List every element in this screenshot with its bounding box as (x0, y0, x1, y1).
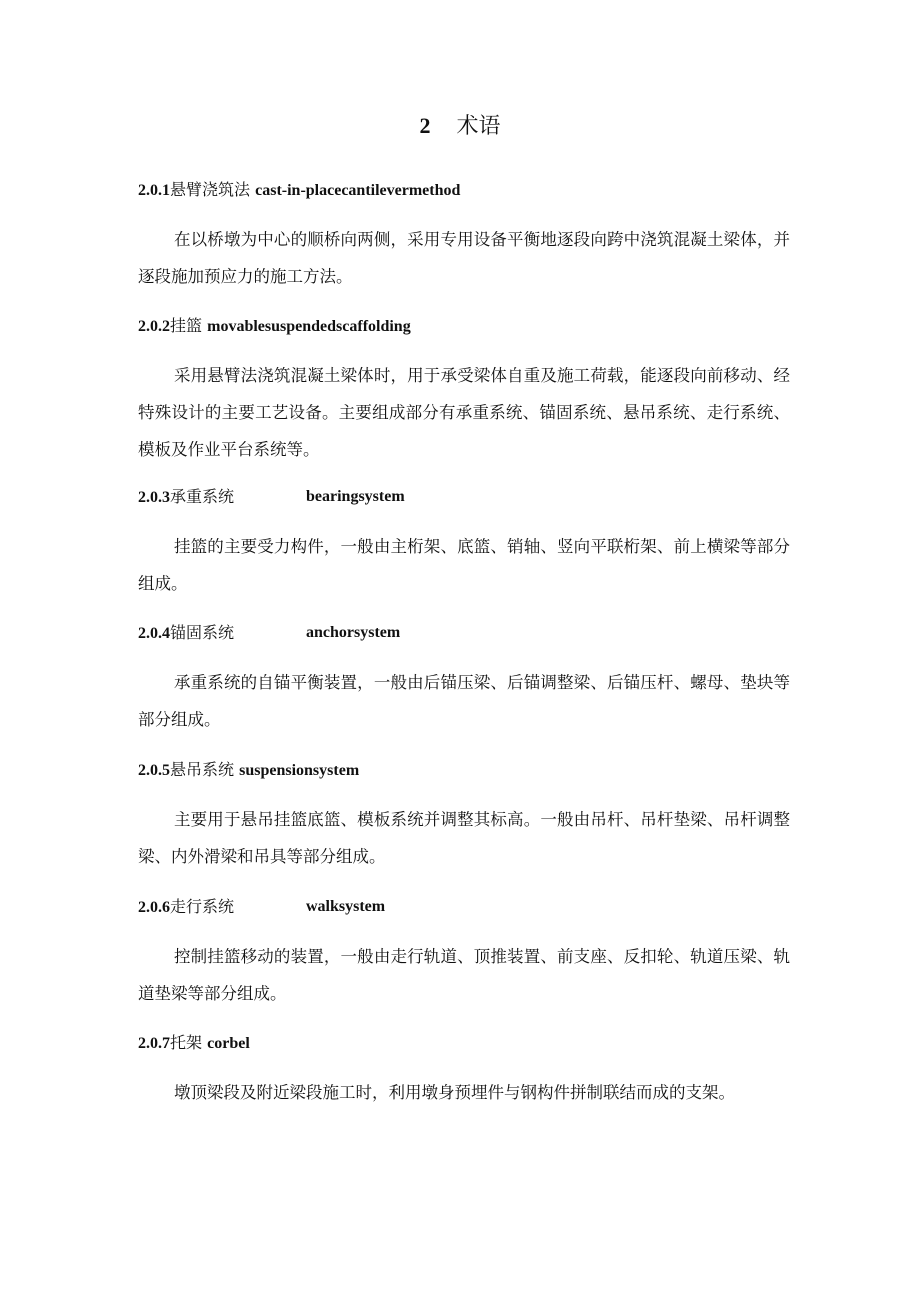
term-heading (138, 485, 405, 510)
term-heading (138, 178, 460, 203)
term-code: 2.0.4 (138, 625, 170, 642)
term-heading (138, 895, 386, 920)
term-cn: 承重系统 (170, 487, 235, 506)
term-heading (138, 314, 411, 339)
term-code: 2.0.1 (138, 182, 170, 199)
chapter-number: 2 (419, 113, 431, 138)
term-definition: 控制挂篮移动的装置，一般由走行轨道、顶推装置、前支座、反扣轮、轨道压梁、轨道垫梁等部分组成。 (138, 947, 790, 1003)
chapter-title (0, 108, 920, 145)
term-cn: 锚固系统 (170, 623, 235, 642)
term-cn: 托架 (170, 1033, 203, 1052)
term-en: bearingsystem (306, 488, 405, 505)
term-heading (138, 758, 359, 783)
chapter-title-text: 术语 (456, 114, 501, 139)
term-code: 2.0.6 (138, 899, 170, 916)
term-cn: 悬吊系统 (170, 760, 235, 779)
term-en: movablesuspendedscaffolding (207, 318, 411, 335)
term-en: anchorsystem (306, 624, 401, 641)
term-definition: 采用悬臂法浇筑混凝土梁体时，用于承受梁体自重及施工荷载，能逐段向前移动、经特殊设计的主要工艺设备。主要组成部分有承重系统、锚固系统、悬吊系统、走行系统、模板及作业平台系统等。 (138, 366, 790, 459)
term-definition: 主要用于悬吊挂篮底篮、模板系统并调整其标高。一般由吊杆、吊杆垫梁、吊杆调整梁、内外滑梁和吊具等部分组成。 (138, 810, 790, 866)
term-heading (138, 1031, 250, 1056)
term-code: 2.0.5 (138, 762, 170, 779)
term-en: corbel (207, 1035, 250, 1052)
term-code: 2.0.2 (138, 318, 170, 335)
term-code: 2.0.7 (138, 1035, 170, 1052)
term-heading (138, 621, 401, 646)
term-cn: 挂篮 (170, 316, 203, 335)
term-en: cast-in-placecantilevermethod (255, 182, 461, 199)
term-definition: 承重系统的自锚平衡装置，一般由后锚压梁、后锚调整梁、后锚压杆、螺母、垫块等部分组成。 (138, 673, 790, 729)
term-code: 2.0.3 (138, 489, 170, 506)
term-en: suspensionsystem (239, 762, 360, 779)
term-cn: 走行系统 (170, 897, 235, 916)
term-definition: 墩顶梁段及附近梁段施工时，利用墩身预埋件与钢构件拼制联结而成的支架。 (174, 1083, 735, 1102)
term-definition: 在以桥墩为中心的顺桥向两侧，采用专用设备平衡地逐段向跨中浇筑混凝土梁体，并逐段施加预应力的施工方法。 (138, 230, 790, 286)
term-en: walksystem (306, 898, 386, 915)
term-cn: 悬臂浇筑法 (170, 180, 251, 199)
term-definition: 挂篮的主要受力构件，一般由主桁架、底篮、销轴、竖向平联桁架、前上横梁等部分组成。 (138, 537, 790, 593)
